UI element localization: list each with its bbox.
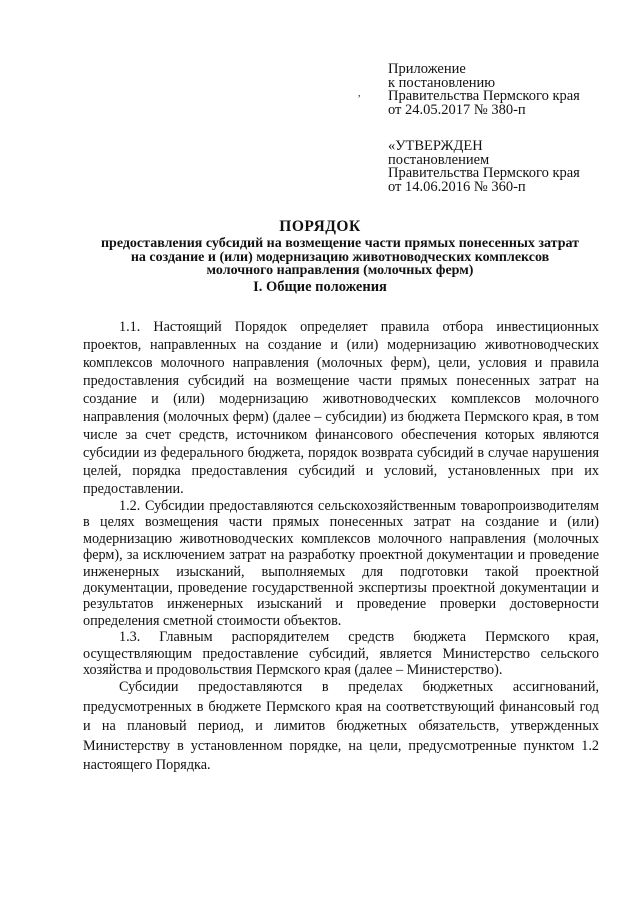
approval-line: от 14.06.2016 № 360-п: [388, 178, 526, 195]
paragraph-1-1: 1.1. Настоящий Порядок определяет правила отбора инвестиционных проектов, направленных на создание и (или) модернизацию животноводческих комплексов молочного направления (молочных ферм), цели, условия и правила предоставления субсидий на возмещение части прямых понесенных затрат на создание и (или) модернизацию животноводческих комплексов молочного направления (молочных ферм) (далее – субсидии) из бюджета Пермского края, в том числе за счет средств, источником финансового обеспечения которых являются субсидии из федерального бюджета, порядок возврата субсидий в случае нарушения целей, порядка предоставления субсидий и условий, установленных при их предоставлении.: [83, 319, 599, 497]
approval-note: [388, 140, 628, 194]
appendix-line: Приложение: [388, 61, 466, 77]
subtitle-line: на создание и (или) модернизацию животноводческих комплексов: [130, 249, 550, 265]
document-title: ПОРЯДОК: [279, 218, 361, 235]
paragraph-1-3: 1.3. Главным распорядителем средств бюджета Пермского края, осуществляющим предоставление субсидий, является Министерство сельского хозяйства и продовольствия Пермского края (далее – Министерство).: [83, 629, 599, 679]
approval-line: постановлением: [388, 151, 490, 168]
paragraph-1-2: 1.2. Субсидии предоставляются сельскохозяйственным товаропроизводителям в целях возмещения части прямых понесенных затрат на создание и (или) модернизацию животноводческих комплексов молочного направления (молочных ферм), за исключением затрат на разработку проектной документации и проведение инженерных изысканий, выполняемых для подготовки такой проектной документации, проведение государственной экспертизы проектной документации и результатов инженерных изысканий и проведение проверки достоверности определения сметной стоимости объектов.: [83, 498, 599, 629]
subtitle-line: молочного направления (молочных ферм): [206, 263, 474, 279]
paragraph-subsidies: Субсидии предоставляются в пределах бюджетных ассигнований, предусмотренных в бюджете Пермского края на соответствующий финансовый год и на плановый период, и лимитов бюджетных обязательств, утвержденных Министерству в установленном порядке, на цели, предусмотренные пунктом 1.2 настоящего Порядка.: [83, 679, 599, 774]
subtitle-line: предоставления субсидий на возмещение части прямых понесенных затрат: [100, 236, 580, 251]
appendix-note: [388, 63, 628, 117]
appendix-line: к постановлению: [388, 74, 496, 91]
scan-mark: ,: [358, 88, 361, 99]
document-subtitle: [80, 237, 600, 278]
approval-line: «УТВЕРЖДЕН: [388, 138, 483, 154]
appendix-line: от 24.05.2017 № 380-п: [388, 101, 526, 118]
section-heading: I. Общие положения: [253, 279, 387, 295]
approval-line: Правительства Пермского края: [388, 165, 580, 181]
document-body: [83, 318, 599, 776]
appendix-line: Правительства Пермского края: [388, 88, 580, 104]
